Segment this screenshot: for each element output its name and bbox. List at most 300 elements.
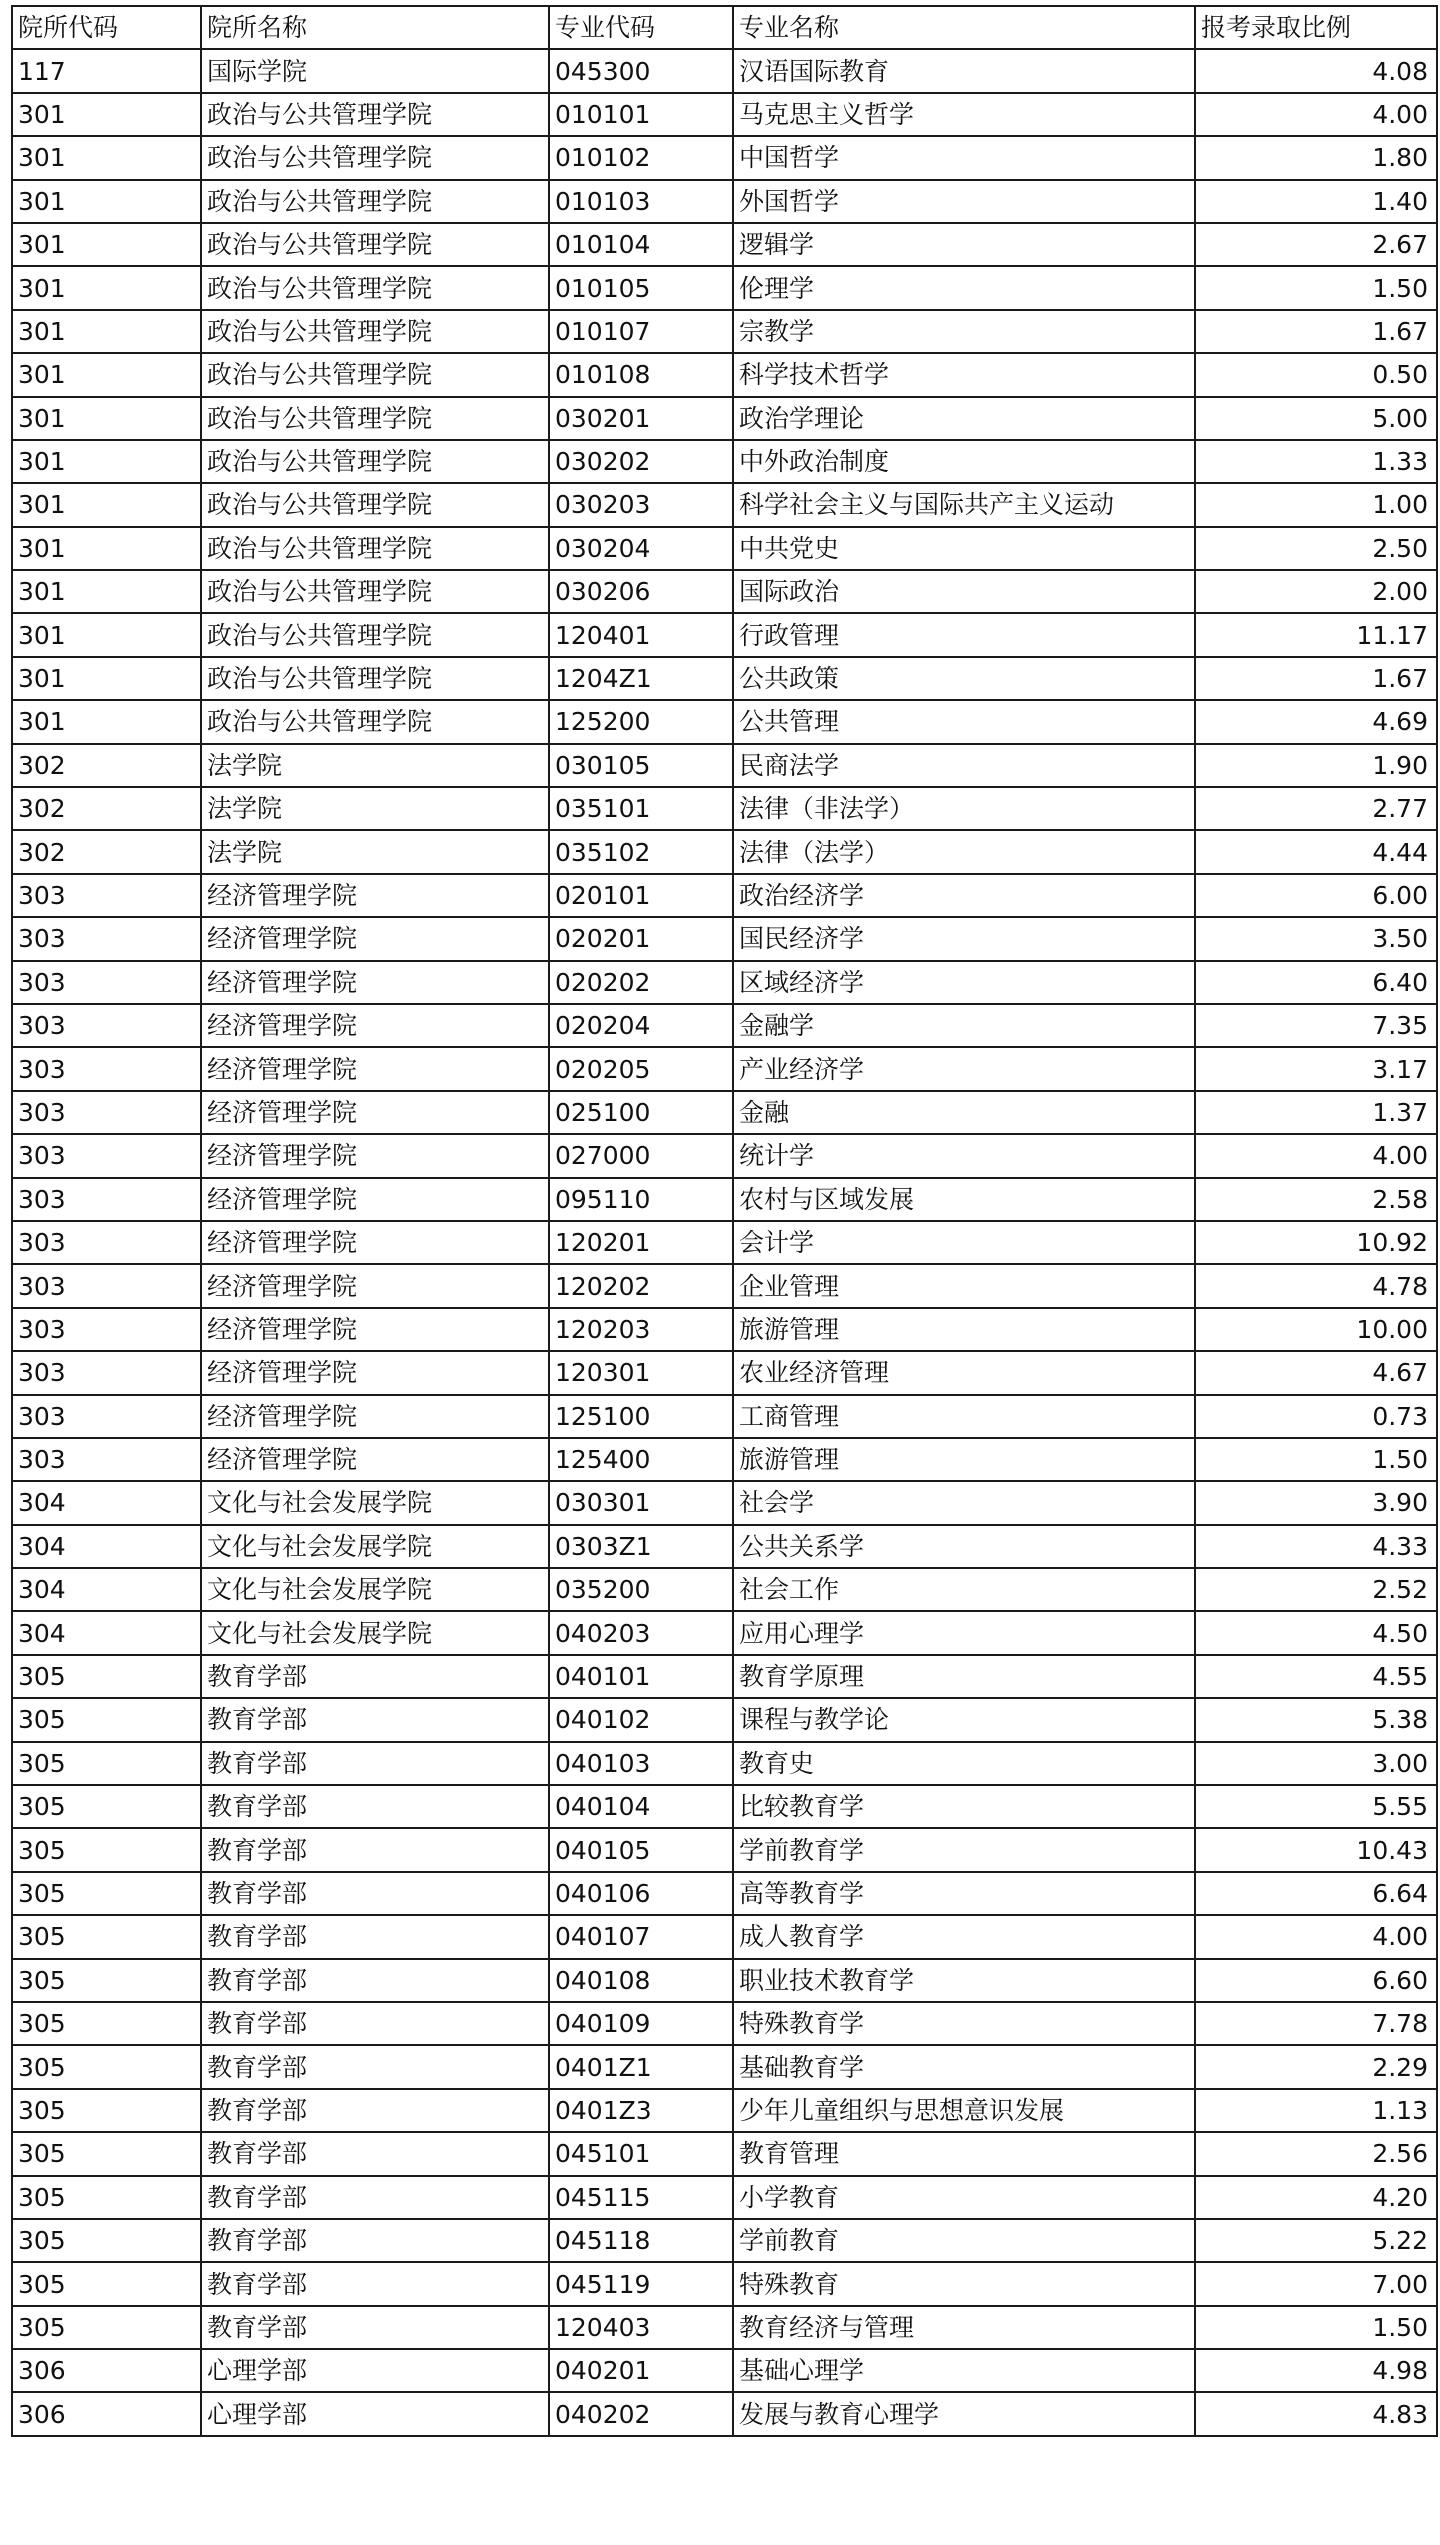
table-row (12, 1178, 1437, 1221)
major-name-cell: 社会学 (733, 1481, 1195, 1524)
institute-name-cell: 法学院 (201, 744, 549, 787)
major-code-cell: 120401 (549, 613, 733, 656)
institute-code-cell: 305 (12, 1872, 201, 1915)
table-row (12, 830, 1437, 873)
institute-code-cell: 303 (12, 1438, 201, 1481)
institute-name-cell: 教育学部 (201, 2262, 549, 2305)
major-code-cell: 045101 (549, 2132, 733, 2175)
admission-ratio-cell: 2.58 (1195, 1178, 1437, 1221)
table-row (12, 1915, 1437, 1958)
institute-name-cell: 教育学部 (201, 1872, 549, 1915)
institute-name-cell: 政治与公共管理学院 (201, 613, 549, 656)
institute-name-cell: 经济管理学院 (201, 1308, 549, 1351)
table-row (12, 266, 1437, 309)
institute-code-cell: 301 (12, 700, 201, 743)
institute-name-cell: 经济管理学院 (201, 1004, 549, 1047)
institute-code-cell: 301 (12, 180, 201, 223)
institute-code-cell: 305 (12, 1698, 201, 1741)
major-code-cell: 030301 (549, 1481, 733, 1524)
institute-code-cell: 301 (12, 527, 201, 570)
table-row (12, 2349, 1437, 2392)
institute-code-cell: 304 (12, 1568, 201, 1611)
institute-code-cell: 301 (12, 353, 201, 396)
admission-ratio-cell: 2.52 (1195, 1568, 1437, 1611)
admission-ratio-cell: 1.13 (1195, 2089, 1437, 2132)
institute-code-cell: 303 (12, 1004, 201, 1047)
institute-name-cell: 心理学部 (201, 2392, 549, 2435)
institute-name-cell: 经济管理学院 (201, 1134, 549, 1177)
admission-ratio-cell: 4.00 (1195, 1915, 1437, 1958)
header-institute-name: 院所名称 (201, 6, 549, 49)
major-name-cell: 公共管理 (733, 700, 1195, 743)
institute-name-cell: 政治与公共管理学院 (201, 570, 549, 613)
institute-name-cell: 教育学部 (201, 1698, 549, 1741)
institute-name-cell: 经济管理学院 (201, 1351, 549, 1394)
major-name-cell: 法律（非法学） (733, 787, 1195, 830)
admission-ratio-cell: 3.90 (1195, 1481, 1437, 1524)
major-name-cell: 中国哲学 (733, 136, 1195, 179)
major-name-cell: 国民经济学 (733, 917, 1195, 960)
major-code-cell: 040108 (549, 1959, 733, 2002)
institute-name-cell: 文化与社会发展学院 (201, 1611, 549, 1654)
institute-code-cell: 303 (12, 1091, 201, 1134)
institute-name-cell: 政治与公共管理学院 (201, 397, 549, 440)
table-row (12, 570, 1437, 613)
table-row (12, 787, 1437, 830)
institute-code-cell: 301 (12, 93, 201, 136)
institute-name-cell: 教育学部 (201, 1785, 549, 1828)
institute-code-cell: 305 (12, 1959, 201, 2002)
major-code-cell: 020201 (549, 917, 733, 960)
major-name-cell: 工商管理 (733, 1395, 1195, 1438)
institute-name-cell: 政治与公共管理学院 (201, 180, 549, 223)
admission-ratio-cell: 6.64 (1195, 1872, 1437, 1915)
major-name-cell: 农村与区域发展 (733, 1178, 1195, 1221)
table-row (12, 1047, 1437, 1090)
admission-ratio-cell: 4.98 (1195, 2349, 1437, 2392)
major-name-cell: 中外政治制度 (733, 440, 1195, 483)
major-code-cell: 0303Z1 (549, 1525, 733, 1568)
admission-ratio-cell: 4.33 (1195, 1525, 1437, 1568)
major-code-cell: 027000 (549, 1134, 733, 1177)
table-row (12, 1438, 1437, 1481)
major-name-cell: 学前教育学 (733, 1828, 1195, 1871)
major-code-cell: 120203 (549, 1308, 733, 1351)
admission-ratio-cell: 2.56 (1195, 2132, 1437, 2175)
major-code-cell: 030204 (549, 527, 733, 570)
major-code-cell: 030202 (549, 440, 733, 483)
admission-ratio-cell: 1.80 (1195, 136, 1437, 179)
major-name-cell: 金融 (733, 1091, 1195, 1134)
institute-name-cell: 法学院 (201, 787, 549, 830)
table-row (12, 1611, 1437, 1654)
major-code-cell: 035200 (549, 1568, 733, 1611)
table-row (12, 180, 1437, 223)
major-name-cell: 特殊教育学 (733, 2002, 1195, 2045)
institute-code-cell: 305 (12, 2089, 201, 2132)
major-code-cell: 020202 (549, 961, 733, 1004)
table-row (12, 1872, 1437, 1915)
institute-name-cell: 政治与公共管理学院 (201, 136, 549, 179)
table-row (12, 136, 1437, 179)
institute-code-cell: 304 (12, 1611, 201, 1654)
major-name-cell: 基础心理学 (733, 2349, 1195, 2392)
admission-ratio-cell: 7.35 (1195, 1004, 1437, 1047)
institute-code-cell: 305 (12, 2045, 201, 2088)
major-name-cell: 外国哲学 (733, 180, 1195, 223)
table-row (12, 744, 1437, 787)
major-code-cell: 040104 (549, 1785, 733, 1828)
major-code-cell: 120301 (549, 1351, 733, 1394)
table-row (12, 613, 1437, 656)
institute-code-cell: 305 (12, 1785, 201, 1828)
major-code-cell: 040102 (549, 1698, 733, 1741)
table-row (12, 49, 1437, 92)
admission-ratio-cell: 2.50 (1195, 527, 1437, 570)
major-name-cell: 少年儿童组织与思想意识发展 (733, 2089, 1195, 2132)
major-name-cell: 会计学 (733, 1221, 1195, 1264)
major-code-cell: 040107 (549, 1915, 733, 1958)
institute-code-cell: 301 (12, 440, 201, 483)
admission-ratio-cell: 3.50 (1195, 917, 1437, 960)
major-name-cell: 教育经济与管理 (733, 2306, 1195, 2349)
institute-name-cell: 文化与社会发展学院 (201, 1481, 549, 1524)
major-code-cell: 120201 (549, 1221, 733, 1264)
table-row (12, 657, 1437, 700)
institute-code-cell: 301 (12, 397, 201, 440)
admission-ratio-cell: 5.22 (1195, 2219, 1437, 2262)
admission-ratio-cell: 3.17 (1195, 1047, 1437, 1090)
table-row (12, 1742, 1437, 1785)
institute-code-cell: 302 (12, 830, 201, 873)
institute-code-cell: 301 (12, 136, 201, 179)
institute-code-cell: 305 (12, 2262, 201, 2305)
admission-ratio-cell: 11.17 (1195, 613, 1437, 656)
table-row (12, 961, 1437, 1004)
table-row (12, 1395, 1437, 1438)
major-code-cell: 040109 (549, 2002, 733, 2045)
institute-name-cell: 教育学部 (201, 2089, 549, 2132)
table-row (12, 2219, 1437, 2262)
major-code-cell: 045300 (549, 49, 733, 92)
institute-code-cell: 303 (12, 1351, 201, 1394)
table-row (12, 917, 1437, 960)
major-name-cell: 民商法学 (733, 744, 1195, 787)
major-code-cell: 120202 (549, 1264, 733, 1307)
major-code-cell: 010102 (549, 136, 733, 179)
major-name-cell: 宗教学 (733, 310, 1195, 353)
institute-name-cell: 政治与公共管理学院 (201, 527, 549, 570)
institute-name-cell: 经济管理学院 (201, 1091, 549, 1134)
major-code-cell: 040103 (549, 1742, 733, 1785)
major-name-cell: 政治经济学 (733, 874, 1195, 917)
major-name-cell: 统计学 (733, 1134, 1195, 1177)
admission-ratio-cell: 1.67 (1195, 310, 1437, 353)
institute-code-cell: 302 (12, 744, 201, 787)
table-row (12, 700, 1437, 743)
major-name-cell: 政治学理论 (733, 397, 1195, 440)
institute-code-cell: 301 (12, 483, 201, 526)
institute-name-cell: 教育学部 (201, 1655, 549, 1698)
institute-name-cell: 经济管理学院 (201, 917, 549, 960)
admission-ratio-cell: 0.50 (1195, 353, 1437, 396)
institute-code-cell: 304 (12, 1481, 201, 1524)
institute-name-cell: 文化与社会发展学院 (201, 1568, 549, 1611)
table-row (12, 2045, 1437, 2088)
major-code-cell: 020204 (549, 1004, 733, 1047)
institute-name-cell: 教育学部 (201, 2045, 549, 2088)
admission-ratio-cell: 4.00 (1195, 93, 1437, 136)
major-code-cell: 0401Z3 (549, 2089, 733, 2132)
table-row (12, 2306, 1437, 2349)
major-name-cell: 农业经济管理 (733, 1351, 1195, 1394)
major-name-cell: 公共关系学 (733, 1525, 1195, 1568)
institute-name-cell: 经济管理学院 (201, 1221, 549, 1264)
institute-code-cell: 303 (12, 961, 201, 1004)
major-code-cell: 095110 (549, 1178, 733, 1221)
major-name-cell: 基础教育学 (733, 2045, 1195, 2088)
major-name-cell: 社会工作 (733, 1568, 1195, 1611)
major-name-cell: 中共党史 (733, 527, 1195, 570)
institute-name-cell: 政治与公共管理学院 (201, 93, 549, 136)
major-name-cell: 教育史 (733, 1742, 1195, 1785)
major-code-cell: 045118 (549, 2219, 733, 2262)
admission-ratio-cell: 3.00 (1195, 1742, 1437, 1785)
table-row (12, 483, 1437, 526)
admission-ratio-cell: 1.33 (1195, 440, 1437, 483)
table-row (12, 2392, 1437, 2435)
major-code-cell: 030206 (549, 570, 733, 613)
institute-code-cell: 303 (12, 1308, 201, 1351)
major-name-cell: 科学社会主义与国际共产主义运动 (733, 483, 1195, 526)
major-code-cell: 040105 (549, 1828, 733, 1871)
admission-ratio-cell: 7.78 (1195, 2002, 1437, 2045)
admission-ratio-cell: 2.29 (1195, 2045, 1437, 2088)
major-code-cell: 030105 (549, 744, 733, 787)
institute-name-cell: 法学院 (201, 830, 549, 873)
table-row (12, 1134, 1437, 1177)
admission-ratio-cell: 1.40 (1195, 180, 1437, 223)
admission-ratio-cell: 1.50 (1195, 266, 1437, 309)
institute-name-cell: 经济管理学院 (201, 874, 549, 917)
admission-ratio-cell: 1.50 (1195, 2306, 1437, 2349)
table-row (12, 1264, 1437, 1307)
institute-code-cell: 303 (12, 917, 201, 960)
major-code-cell: 045115 (549, 2176, 733, 2219)
table-row (12, 440, 1437, 483)
major-name-cell: 课程与教学论 (733, 1698, 1195, 1741)
institute-code-cell: 305 (12, 1828, 201, 1871)
major-name-cell: 马克思主义哲学 (733, 93, 1195, 136)
admission-ratio-cell: 2.00 (1195, 570, 1437, 613)
major-code-cell: 045119 (549, 2262, 733, 2305)
major-code-cell: 010104 (549, 223, 733, 266)
major-code-cell: 010101 (549, 93, 733, 136)
institute-name-cell: 教育学部 (201, 2306, 549, 2349)
institute-name-cell: 教育学部 (201, 1915, 549, 1958)
institute-name-cell: 国际学院 (201, 49, 549, 92)
institute-name-cell: 政治与公共管理学院 (201, 310, 549, 353)
institute-code-cell: 306 (12, 2349, 201, 2392)
institute-code-cell: 303 (12, 874, 201, 917)
admission-ratio-cell: 1.67 (1195, 657, 1437, 700)
institute-code-cell: 305 (12, 1915, 201, 1958)
admission-ratio-cell: 7.00 (1195, 2262, 1437, 2305)
table-row (12, 223, 1437, 266)
admission-ratio-cell: 6.60 (1195, 1959, 1437, 2002)
major-code-cell: 025100 (549, 1091, 733, 1134)
major-name-cell: 科学技术哲学 (733, 353, 1195, 396)
admission-ratio-table (11, 5, 1438, 2437)
major-name-cell: 成人教育学 (733, 1915, 1195, 1958)
admission-ratio-cell: 4.67 (1195, 1351, 1437, 1394)
major-name-cell: 职业技术教育学 (733, 1959, 1195, 2002)
institute-code-cell: 305 (12, 2002, 201, 2045)
institute-code-cell: 305 (12, 2176, 201, 2219)
major-code-cell: 040106 (549, 1872, 733, 1915)
table-row (12, 397, 1437, 440)
major-code-cell: 010103 (549, 180, 733, 223)
major-name-cell: 伦理学 (733, 266, 1195, 309)
institute-name-cell: 政治与公共管理学院 (201, 440, 549, 483)
admission-ratio-cell: 4.44 (1195, 830, 1437, 873)
major-code-cell: 010107 (549, 310, 733, 353)
institute-name-cell: 文化与社会发展学院 (201, 1525, 549, 1568)
major-code-cell: 010108 (549, 353, 733, 396)
institute-code-cell: 304 (12, 1525, 201, 1568)
major-code-cell: 010105 (549, 266, 733, 309)
institute-name-cell: 教育学部 (201, 2176, 549, 2219)
table-row (12, 310, 1437, 353)
table-row (12, 1568, 1437, 1611)
major-code-cell: 030201 (549, 397, 733, 440)
major-name-cell: 区域经济学 (733, 961, 1195, 1004)
admission-ratio-cell: 2.77 (1195, 787, 1437, 830)
major-name-cell: 旅游管理 (733, 1438, 1195, 1481)
admission-ratio-cell: 1.90 (1195, 744, 1437, 787)
institute-code-cell: 301 (12, 657, 201, 700)
admission-ratio-cell: 5.38 (1195, 1698, 1437, 1741)
institute-code-cell: 303 (12, 1178, 201, 1221)
table-row (12, 527, 1437, 570)
institute-name-cell: 政治与公共管理学院 (201, 353, 549, 396)
major-code-cell: 030203 (549, 483, 733, 526)
major-code-cell: 035102 (549, 830, 733, 873)
header-admission-ratio: 报考录取比例 (1195, 6, 1437, 49)
header-row (12, 6, 1437, 49)
institute-name-cell: 教育学部 (201, 1959, 549, 2002)
major-name-cell: 金融学 (733, 1004, 1195, 1047)
institute-code-cell: 305 (12, 2219, 201, 2262)
table-row (12, 1004, 1437, 1047)
major-name-cell: 特殊教育 (733, 2262, 1195, 2305)
major-name-cell: 旅游管理 (733, 1308, 1195, 1351)
table-row (12, 1221, 1437, 1264)
institute-name-cell: 教育学部 (201, 2132, 549, 2175)
admission-ratio-cell: 1.00 (1195, 483, 1437, 526)
institute-name-cell: 经济管理学院 (201, 1264, 549, 1307)
admission-ratio-cell: 6.00 (1195, 874, 1437, 917)
table-row (12, 2132, 1437, 2175)
major-code-cell: 040101 (549, 1655, 733, 1698)
institute-code-cell: 305 (12, 1655, 201, 1698)
major-code-cell: 125100 (549, 1395, 733, 1438)
admission-ratio-cell: 4.78 (1195, 1264, 1437, 1307)
major-code-cell: 040201 (549, 2349, 733, 2392)
admission-ratio-cell: 0.73 (1195, 1395, 1437, 1438)
institute-code-cell: 303 (12, 1221, 201, 1264)
institute-name-cell: 教育学部 (201, 1828, 549, 1871)
institute-name-cell: 政治与公共管理学院 (201, 223, 549, 266)
major-name-cell: 应用心理学 (733, 1611, 1195, 1654)
institute-name-cell: 政治与公共管理学院 (201, 266, 549, 309)
header-institute-code: 院所代码 (12, 6, 201, 49)
major-code-cell: 125400 (549, 1438, 733, 1481)
table-row (12, 1785, 1437, 1828)
institute-code-cell: 302 (12, 787, 201, 830)
admission-ratio-cell: 6.40 (1195, 961, 1437, 1004)
institute-code-cell: 305 (12, 2306, 201, 2349)
admission-ratio-cell: 4.83 (1195, 2392, 1437, 2435)
institute-name-cell: 经济管理学院 (201, 1178, 549, 1221)
table-row (12, 2089, 1437, 2132)
major-name-cell: 高等教育学 (733, 1872, 1195, 1915)
table-row (12, 1828, 1437, 1871)
admission-ratio-cell: 10.92 (1195, 1221, 1437, 1264)
table-row (12, 2176, 1437, 2219)
institute-name-cell: 教育学部 (201, 2219, 549, 2262)
admission-ratio-cell: 1.37 (1195, 1091, 1437, 1134)
major-name-cell: 学前教育 (733, 2219, 1195, 2262)
table-row (12, 874, 1437, 917)
major-name-cell: 逻辑学 (733, 223, 1195, 266)
table-row (12, 1525, 1437, 1568)
institute-code-cell: 303 (12, 1264, 201, 1307)
admission-ratio-cell: 4.20 (1195, 2176, 1437, 2219)
admission-ratio-cell: 4.55 (1195, 1655, 1437, 1698)
institute-name-cell: 经济管理学院 (201, 1438, 549, 1481)
institute-name-cell: 政治与公共管理学院 (201, 700, 549, 743)
major-code-cell: 125200 (549, 700, 733, 743)
institute-name-cell: 经济管理学院 (201, 961, 549, 1004)
institute-name-cell: 政治与公共管理学院 (201, 483, 549, 526)
major-code-cell: 1204Z1 (549, 657, 733, 700)
institute-code-cell: 303 (12, 1395, 201, 1438)
major-code-cell: 040203 (549, 1611, 733, 1654)
institute-name-cell: 政治与公共管理学院 (201, 657, 549, 700)
institute-code-cell: 303 (12, 1134, 201, 1177)
table-row (12, 2002, 1437, 2045)
major-code-cell: 020205 (549, 1047, 733, 1090)
table-row (12, 1959, 1437, 2002)
major-name-cell: 汉语国际教育 (733, 49, 1195, 92)
major-name-cell: 法律（法学） (733, 830, 1195, 873)
major-name-cell: 产业经济学 (733, 1047, 1195, 1090)
institute-name-cell: 教育学部 (201, 2002, 549, 2045)
major-name-cell: 公共政策 (733, 657, 1195, 700)
institute-code-cell: 117 (12, 49, 201, 92)
major-code-cell: 040202 (549, 2392, 733, 2435)
institute-code-cell: 305 (12, 2132, 201, 2175)
major-name-cell: 小学教育 (733, 2176, 1195, 2219)
table-row (12, 2262, 1437, 2305)
major-name-cell: 比较教育学 (733, 1785, 1195, 1828)
institute-code-cell: 306 (12, 2392, 201, 2435)
major-name-cell: 教育学原理 (733, 1655, 1195, 1698)
admission-ratio-cell: 10.43 (1195, 1828, 1437, 1871)
table-row (12, 1308, 1437, 1351)
admission-ratio-cell: 5.55 (1195, 1785, 1437, 1828)
